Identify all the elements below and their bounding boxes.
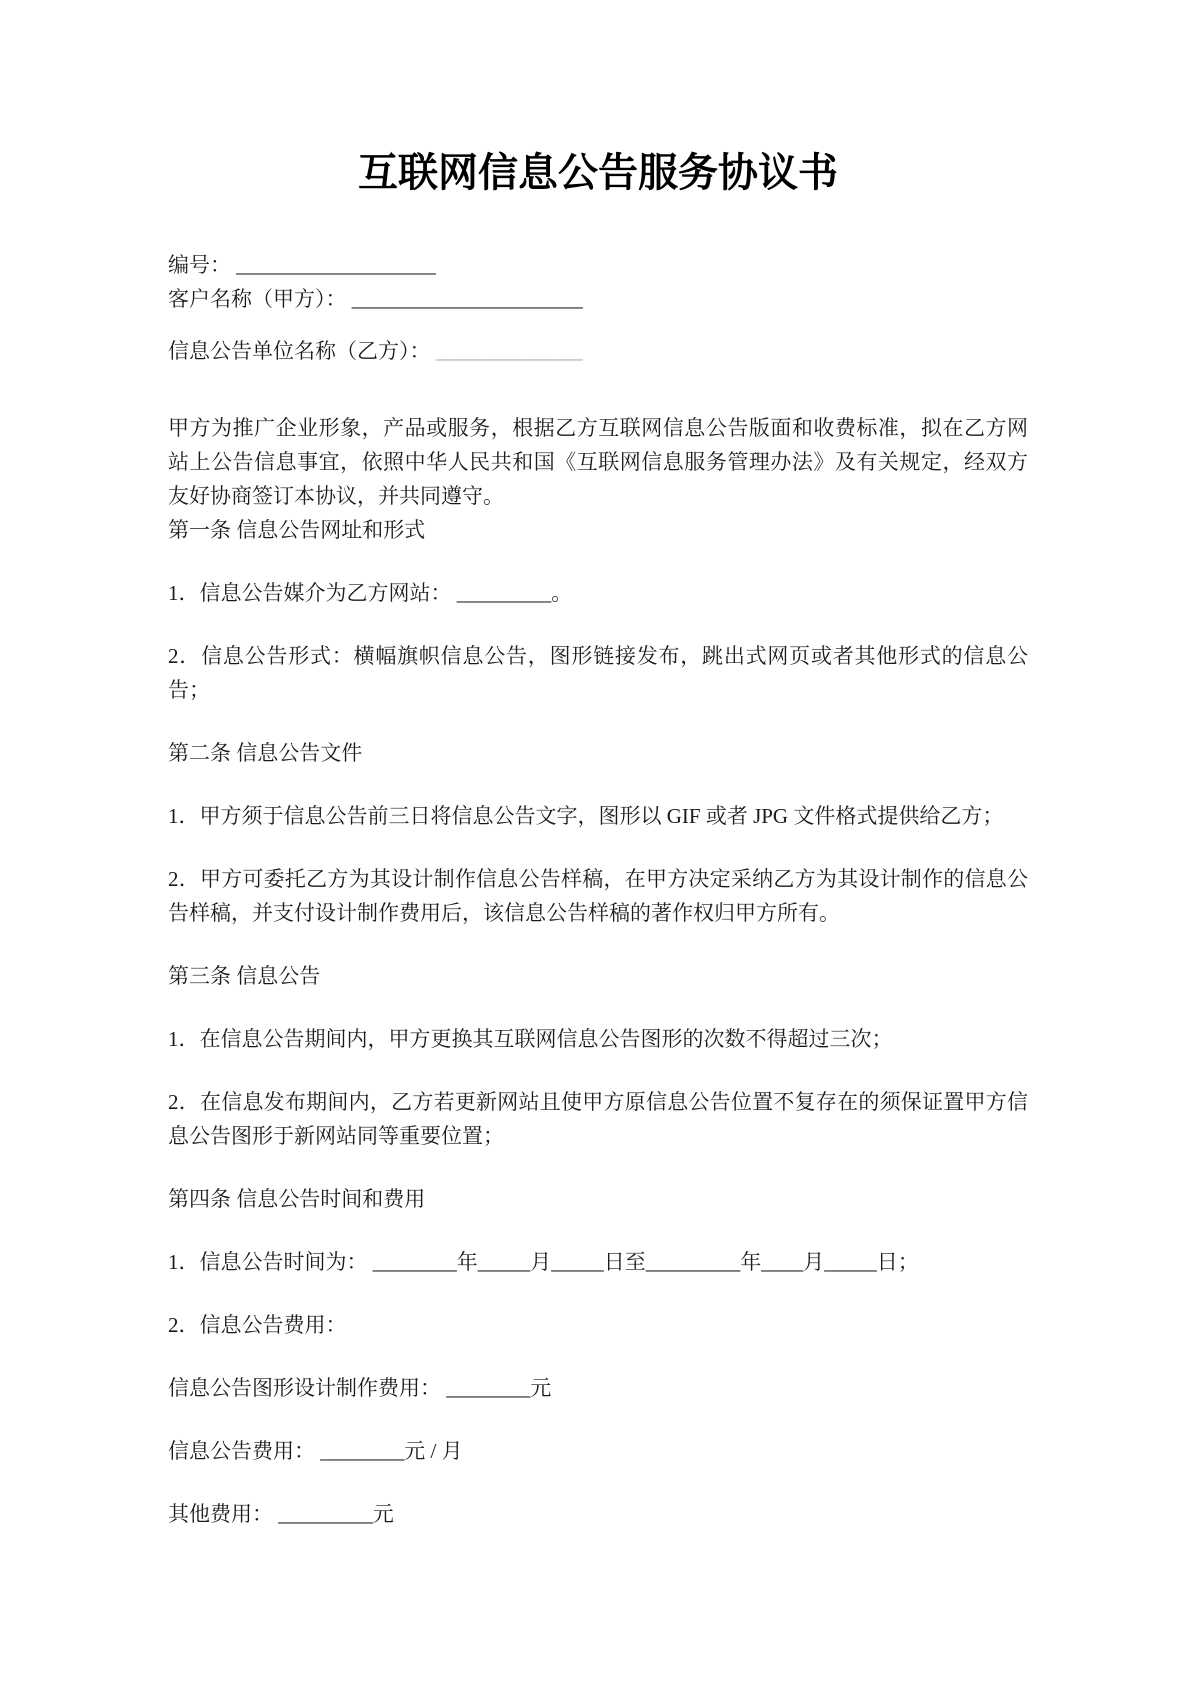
article-2-item-1: 1．甲方须于信息公告前三日将信息公告文字，图形以 GIF 或者 JPG 文件格式提供给乙方； bbox=[168, 804, 1004, 828]
party-b-name-line bbox=[168, 334, 1028, 368]
article-3-item-2: 2．在信息发布期间内，乙方若更新网站且使甲方原信息公告位置不复存在的须保证置甲方信息公告图形于新网站同等重要位置； bbox=[168, 1090, 1028, 1148]
article-4-item-1: 1．信息公告时间为： ________年_____月_____日至_________年____月_____日； bbox=[168, 1250, 919, 1274]
party-a-name-line: 客户名称（甲方）： ______________________ bbox=[168, 287, 583, 311]
party-b-name-label: 信息公告单位名称（乙方）： bbox=[168, 339, 436, 363]
article-2-item-2: 2．甲方可委托乙方为其设计制作信息公告样稿，在甲方决定采纳乙方为其设计制作的信息公告样稿，并支付设计制作费用后，该信息公告样稿的著作权归甲方所有。 bbox=[168, 867, 1028, 925]
article-3-heading: 第三条 信息公告 bbox=[168, 964, 321, 988]
party-b-name-blank: ______________ bbox=[435, 339, 583, 363]
serial-number-line: 编号： ___________________ bbox=[168, 253, 436, 277]
article-1-item-2: 2．信息公告形式：横幅旗帜信息公告，图形链接发布，跳出式网页或者其他形式的信息公告； bbox=[168, 644, 1028, 702]
design-fee-line: 信息公告图形设计制作费用： ________元 bbox=[168, 1376, 552, 1400]
article-1-heading: 第一条 信息公告网址和形式 bbox=[168, 518, 426, 542]
preamble-paragraph: 甲方为推广企业形象，产品或服务，根据乙方互联网信息公告版面和收费标准，拟在乙方网站上公告信息事宜，依照中华人民共和国《互联网信息服务管理办法》及有关规定，经双方友好协商签订本协议，并共同遵守。 bbox=[168, 416, 1028, 508]
article-1-item-1: 1．信息公告媒介为乙方网站： _________。 bbox=[168, 581, 573, 605]
document-title: 互联网信息公告服务协议书 bbox=[358, 150, 838, 195]
article-4-item-2: 2．信息公告费用： bbox=[168, 1313, 347, 1337]
article-3-item-1: 1．在信息公告期间内，甲方更换其互联网信息公告图形的次数不得超过三次； bbox=[168, 1027, 893, 1051]
announcement-fee-line: 信息公告费用： ________元 / 月 bbox=[168, 1439, 463, 1463]
article-4-heading: 第四条 信息公告时间和费用 bbox=[168, 1187, 426, 1211]
article-2-heading: 第二条 信息公告文件 bbox=[168, 741, 363, 765]
other-fee-line: 其他费用： _________元 bbox=[168, 1502, 394, 1526]
